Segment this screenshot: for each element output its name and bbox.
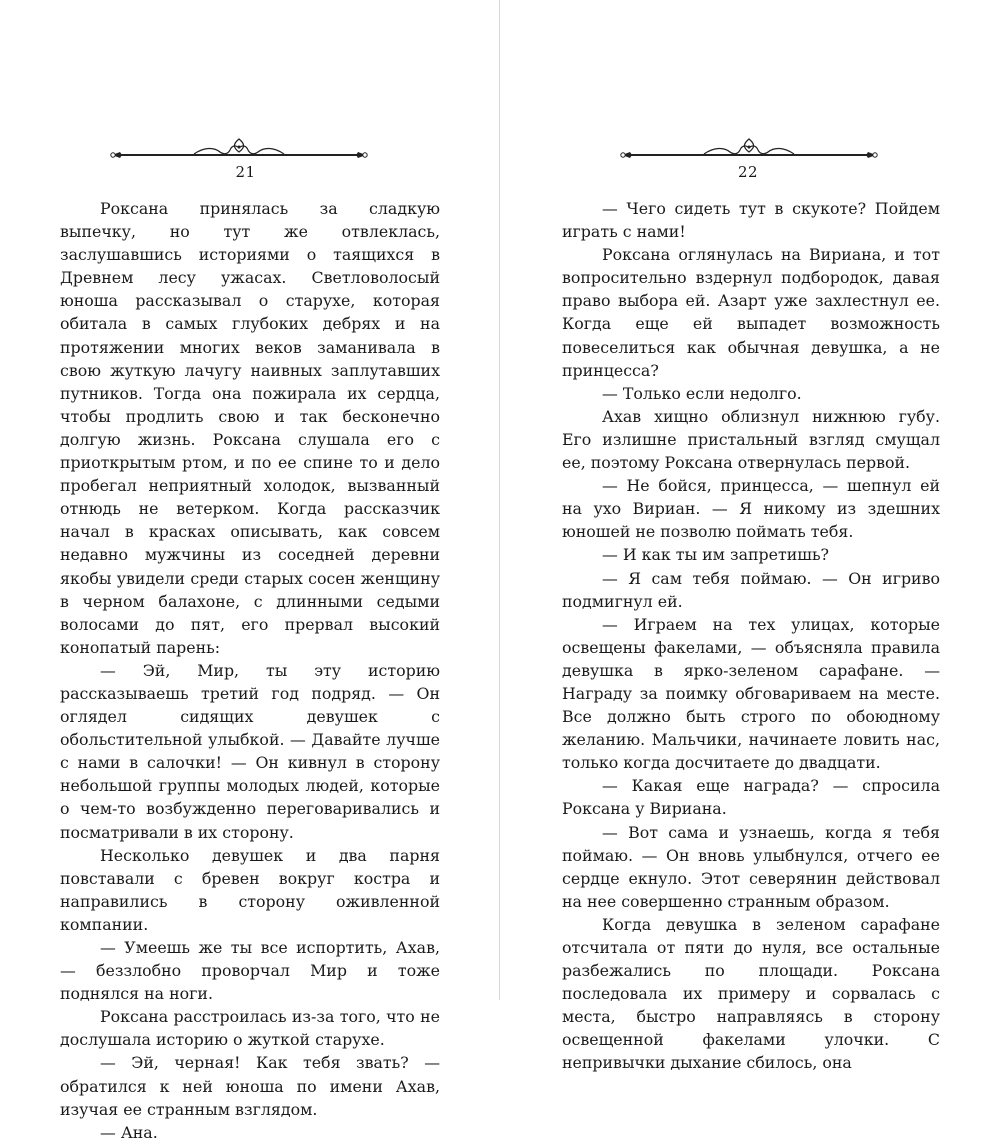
paragraph: — Умеешь же ты все испортить, Ахав, — беззлобно проворчал Мир и тоже поднялся на ноги. (60, 938, 440, 1004)
paragraph: — Эй, черная! Как тебя звать? — обратился к ней юноша по имени Ахав, изучая ее странным взглядом. (60, 1053, 440, 1119)
paragraph: — Я сам тебя поймаю. — Он игриво подмигнул ей. (562, 568, 940, 611)
paragraph: Роксана принялась за сладкую выпечку, но тут же отвлеклась, заслушавшись историями о таящихся в Древнем лесу ужасах. Светловолосый юноша рассказывал о старухе, которая обитала в самых глубоких дебрях и на протяжении многих веков заманивала в свою жуткую лачугу наивных заплутавших путников. Тогда она пожирала их сердца, чтобы продлить свою и так бесконечно долгую жизнь. Роксана слушала его с приоткрытым ртом, и по ее спине то и дело пробегал неприятный холодок, вызванный отнюдь не ветерком. Когда рассказчик начал в красках описывать, как совсем недавно мужчины из соседней деревни якобы увидели среди старых сосен женщину в черном балахоне, с длинными седыми волосами до пят, его прервал высокий конопатый парень: (60, 199, 440, 657)
paragraph: — Играем на тех улицах, которые освещены факелами, — объясняла правила девушка в ярко-зеленом сарафане. — Награду за поимку обговариваем на месте. Все должно быть строго по обоюдному желанию. Мальчики, начинаете ловить нас, только когда досчитаете до двадцати. (562, 614, 940, 773)
paragraph: — Какая еще награда? — спросила Роксана у Вириана. (562, 776, 940, 819)
paragraph: — Чего сидеть тут в скукоте? Пойдем играть с нами! (562, 199, 940, 242)
paragraph: Несколько девушек и два парня повставали с бревен вокруг костра и направились в сторону оживленной компании. (60, 845, 440, 934)
page-body-text (60, 197, 440, 1144)
page-header-ornament-icon (618, 135, 880, 165)
page-number: 22 (737, 163, 759, 181)
page-header-ornament-icon (108, 135, 370, 165)
paragraph: — Ана. (100, 1122, 158, 1142)
paragraph: Роксана оглянулась на Вириана, и тот вопросительно вздернул подбородок, давая право выбора ей. Азарт уже захлестнул ее. Когда еще ей выпадет возможность повеселиться как обычная девушка, а не принцесса? (562, 245, 940, 380)
paragraph: — Эй, Мир, ты эту историю рассказываешь третий год подряд. — Он оглядел сидящих девушек с обольстительной улыбкой. — Давайте лучше с нами в салочки! — Он кивнул в сторону небольшой группы молодых людей, которые о чем-то возбужденно переговаривались и посматривали в их сторону. (60, 660, 440, 842)
paragraph: Роксана расстроилась из-за того, что не дослушала историю о жуткой старухе. (60, 1007, 440, 1050)
paragraph: Когда девушка в зеленом сарафане отсчитала от пяти до нуля, все остальные разбежались по площади. Роксана последовала их примеру и сорвалась с места, быстро направляясь в сторону освещенной факелами улочки. С непривычки дыхание сбилось, она (562, 914, 940, 1073)
left-page (0, 0, 500, 1142)
paragraph: — Не бойся, принцесса, — шепнул ей на ухо Вириан. — Я никому из здешних юношей не позволю поймать тебя. (562, 476, 940, 542)
paragraph: Ахав хищно облизнул нижнюю губу. Его излишне пристальный взгляд смущал ее, поэтому Роксана отвернулась первой. (562, 406, 940, 473)
right-page (500, 0, 1000, 1073)
page-number: 21 (235, 163, 256, 181)
paragraph: — Вот сама и узнаешь, когда я тебя поймаю. — Он вновь улыбнулся, отчего ее сердце екнуло. Этот северянин действовал на нее совершенно странным образом. (562, 822, 940, 911)
paragraph: — Только если недолго. (602, 383, 802, 403)
paragraph: — И как ты им запретишь? (602, 545, 830, 565)
page-body-text (562, 197, 940, 1075)
